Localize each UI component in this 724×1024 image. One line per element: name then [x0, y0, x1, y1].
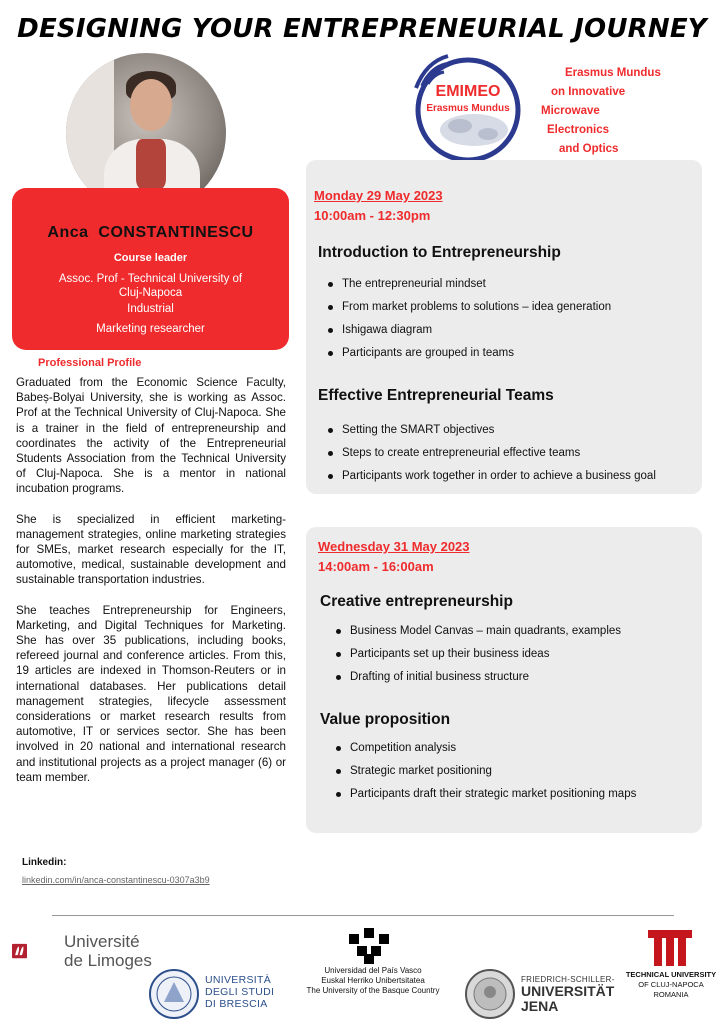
footer-divider	[52, 915, 674, 916]
list-item: Steps to create entrepreneurial effective teams	[326, 446, 656, 469]
emimeo-line: Electronics	[547, 124, 609, 136]
ehu-line: The University of the Basque Country	[306, 986, 440, 995]
page-title: DESIGNING YOUR ENTREPRENEURIAL JOURNEY	[17, 14, 707, 44]
bullet-list	[334, 741, 636, 810]
emimeo-line: Erasmus Mundus	[565, 67, 661, 79]
session-time: 10:00am - 12:30pm	[314, 208, 431, 223]
jena-line: JENA	[521, 998, 559, 1014]
session-date: Wednesday 31 May 2023	[318, 539, 470, 554]
utcn-line: TECHNICAL UNIVERSITY	[625, 970, 717, 979]
bullet-list	[326, 423, 656, 492]
utcn-logo-icon	[646, 928, 694, 968]
emimeo-line: on Innovative	[551, 86, 626, 98]
list-item: Participants are grouped in teams	[326, 346, 611, 369]
utcn-line: ROMANIA	[653, 990, 689, 999]
linkedin-label: Linkedin:	[22, 857, 67, 868]
list-item: From market problems to solutions – idea generation	[326, 300, 611, 323]
leader-affiliation: Assoc. Prof - Technical University of Cluj-Napoca	[58, 273, 243, 299]
ehu-line: Universidad del País Vasco	[324, 966, 422, 975]
emimeo-logo-word: EMIMEO	[435, 83, 501, 100]
brescia-line: UNIVERSITÀ	[205, 974, 272, 986]
ehu-name	[288, 966, 458, 996]
list-item: Strategic market positioning	[334, 764, 636, 787]
limoges-logo-icon	[12, 928, 62, 974]
session-date: Monday 29 May 2023	[314, 188, 443, 203]
limoges-line: Université	[64, 932, 140, 951]
session-time: 14:00am - 16:00am	[318, 559, 434, 574]
limoges-line: de Limoges	[64, 951, 152, 970]
ehu-logo-icon	[345, 924, 393, 964]
emimeo-logo	[398, 48, 536, 166]
list-item: Participants work together in order to achieve a business goal	[326, 469, 656, 492]
utcn-line: OF CLUJ-NAPOCA	[638, 980, 704, 989]
section-title: Creative entrepreneurship	[320, 593, 513, 610]
leader-card	[12, 188, 289, 350]
profile-text	[16, 375, 286, 800]
leader-role: Course leader	[113, 252, 188, 264]
brescia-name	[205, 974, 274, 1010]
emimeo-line: Microwave	[541, 105, 600, 117]
profile-paragraph: Graduated from the Economic Science Faculty, Babeș-Bolyai University, she is working as Assoc. Prof at the Technical University of Cluj-Napoca. She is a trainer in the field of entrepreneurship and coordinates the activity of the Entrepreneurial Students Association from the Technical University of Cluj-Napoca. She is a mentor in national incubation programs.	[16, 376, 286, 496]
section-title: Introduction to Entrepreneurship	[318, 244, 561, 261]
list-item: Participants draft their strategic market positioning maps	[334, 787, 636, 810]
leader-field: Industrial	[127, 303, 174, 315]
list-item: Setting the SMART objectives	[326, 423, 656, 446]
jena-line: FRIEDRICH-SCHILLER-	[521, 975, 615, 984]
utcn-name	[618, 970, 724, 1000]
brescia-seal-icon	[148, 968, 200, 1020]
list-item: Ishigawa diagram	[326, 323, 611, 346]
list-item: Business Model Canvas – main quadrants, examples	[334, 624, 621, 647]
profile-paragraph: She is specialized in efficient marketing-management strategies, online marketing strategies for SMEs, market research especially for the IT, automotive, medical, sustainable development and sustainable transportation industries.	[16, 512, 286, 587]
leader-specialty: Marketing researcher	[96, 323, 205, 335]
list-item: Drafting of initial business structure	[334, 670, 621, 693]
emimeo-logo-sub: Erasmus Mundus	[426, 103, 510, 114]
brescia-line: DI BRESCIA	[205, 998, 268, 1010]
bullet-list	[326, 277, 611, 369]
emimeo-description	[541, 64, 691, 159]
brescia-line: DEGLI STUDI	[205, 986, 275, 998]
bullet-list	[334, 624, 621, 693]
leader-last-name: CONSTANTINESCU	[98, 224, 254, 241]
profile-heading: Professional Profile	[38, 357, 142, 369]
linkedin-link[interactable]: linkedin.com/in/anca-constantinescu-0307a3b9	[22, 875, 210, 885]
list-item: The entrepreneurial mindset	[326, 277, 611, 300]
section-title: Effective Entrepreneurial Teams	[318, 387, 554, 404]
section-title: Value proposition	[320, 711, 451, 728]
list-item: Participants set up their business ideas	[334, 647, 621, 670]
ehu-line: Euskal Herriko Unibertsitatea	[321, 976, 425, 985]
leader-name	[12, 224, 289, 242]
emimeo-line: and Optics	[559, 143, 619, 155]
limoges-name	[64, 932, 152, 970]
leader-first-name: Anca	[47, 224, 89, 241]
profile-paragraph: She teaches Entrepreneurship for Engineers, Marketing, and Digital Techniques for Marketing. She has over 35 publications, including books, refereed journal and conference articles. From this, 19 articles are indexed in Thomson-Reuters or in international databases. Her publications detail management strategies, lifecycle assessment considerations or market research results from automotive, IT or services sector. She has been involved in 20 national and international research and institutional projects as a project manager (6) or team member.	[16, 603, 286, 784]
jena-line: UNIVERSITÄT	[521, 983, 615, 999]
list-item: Competition analysis	[334, 741, 636, 764]
jena-name	[521, 975, 615, 1014]
jena-seal-icon	[464, 968, 516, 1020]
